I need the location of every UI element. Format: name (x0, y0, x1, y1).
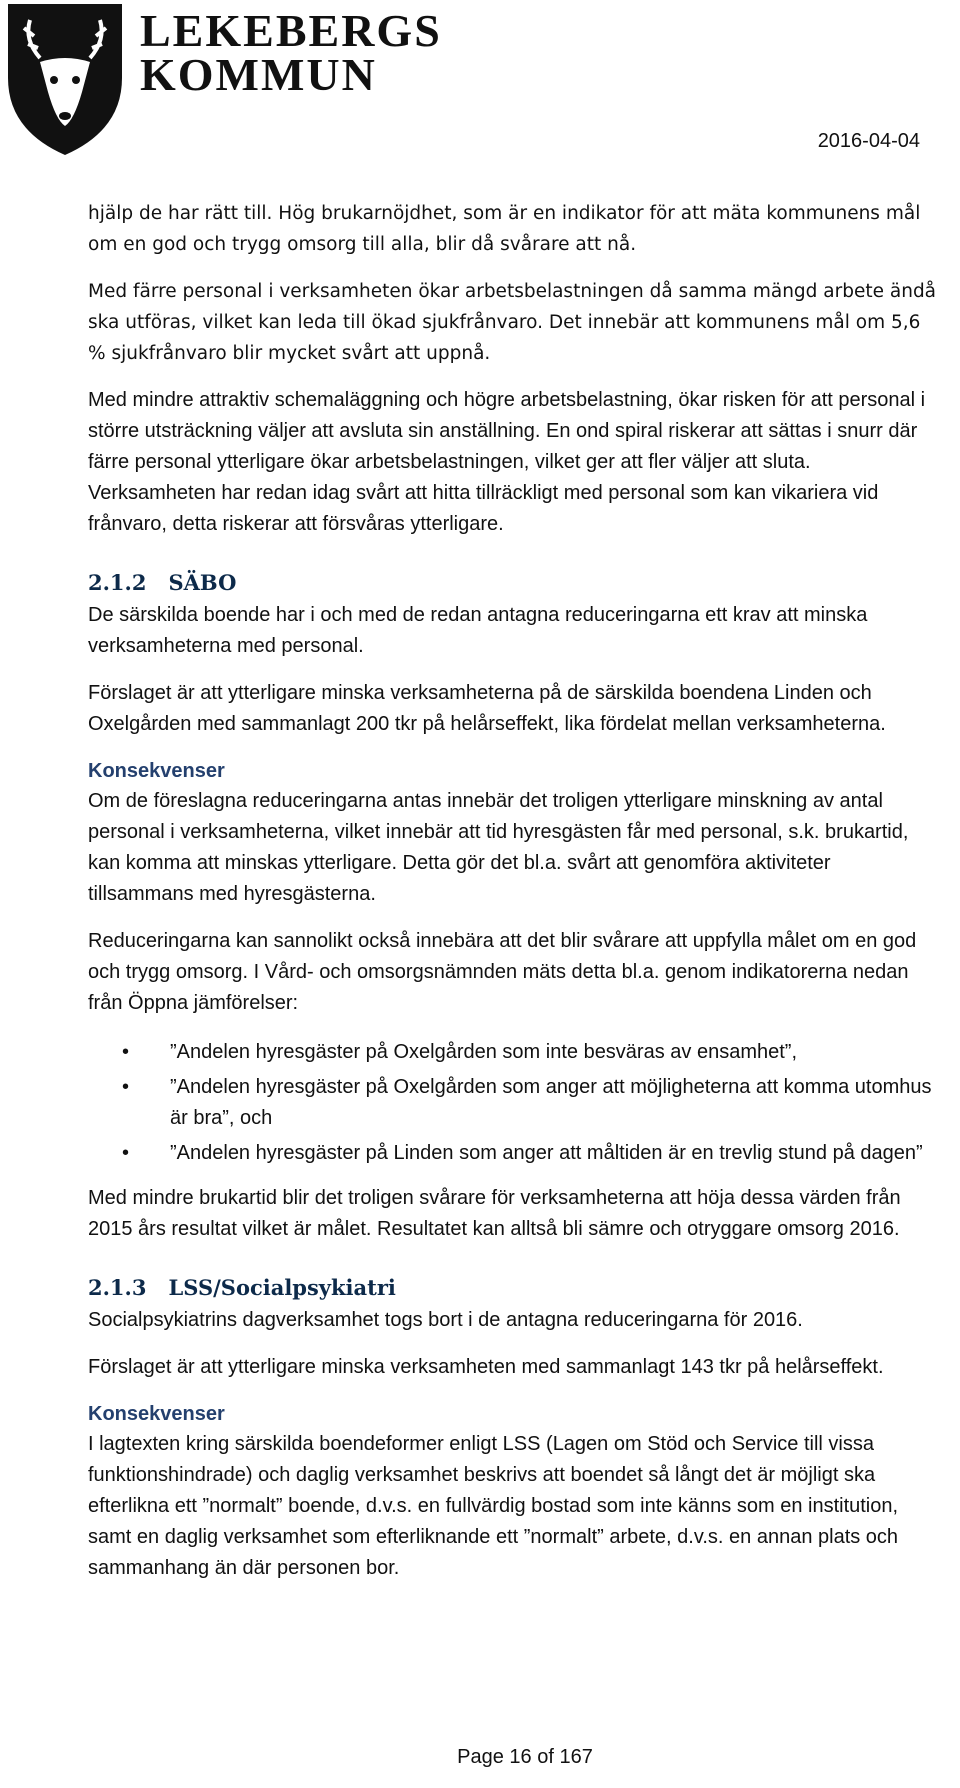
paragraph-lss-consequences: I lagtexten kring särskilda boendeformer enligt LSS (Lagen om Stöd och Service till vissa funktionshindrade) och daglig verksamhet beskrivs att boendet så långt det är möjligt ska efterlikna ett ”normalt” boende, d.v.s. en fullvärdig bostad som inte känns som en institution, samt en daglig verksamhet som efterliknande ett ”normalt” arbete, d.v.s. en annan plats och sammanhang än där personen bor. (88, 1433, 899, 1579)
heading-sabo (88, 568, 938, 598)
paragraph-lss-proposal: Förslaget är att ytterligare minska verksamheten med sammanlagt 143 tkr på helårseffekt. (88, 1356, 884, 1378)
document-date: 2016-04-04 (817, 130, 920, 152)
paragraph-sabo-goal: Reduceringarna kan sannolikt också innebära att det blir svårare att uppfylla målet om en god och trygg omsorg. I Vård- och omsorgsnämnden mäts detta bl.a. genom indikatorerna nedan från Öppna jämförelser: (88, 930, 917, 1014)
paragraph-sabo-consequences: Om de föreslagna reduceringarna antas innebär det troligen ytterligare minskning av antal personal i verksamheterna, vilket innebär att tid hyresgästen får med personal, s.k. brukartid, kan komma att minskas ytterligare. Detta gör det bl.a. svårt att genomföra aktiviteter tillsammans med hyresgästerna. (88, 790, 909, 905)
list-item: • ”Andelen hyresgäster på Linden som anger att måltiden är en trevlig stund på dagen” (88, 1138, 938, 1169)
heading-lss-title: LSS/Socialpsykiatri (168, 1275, 396, 1300)
heading-sabo-number: 2.1.2 (88, 570, 147, 595)
subheading-konsekvenser-1: Konsekvenser (88, 760, 225, 782)
paragraph-sabo-outcome: Med mindre brukartid blir det troligen svårare för verksamheterna att höja dessa värden från 2015 års resultat vilket är målet. Resultatet kan alltså bli sämre och otryggare omsorg 2016. (88, 1187, 901, 1240)
bullet-icon: • (122, 1041, 130, 1063)
municipality-logo (0, 0, 442, 160)
list-item: • ”Andelen hyresgäster på Oxelgården som anger att möjligheterna att komma utomhus är bra”, och (88, 1072, 938, 1134)
logo-text-line2: KOMMUN (140, 49, 377, 100)
page-footer (0, 1746, 960, 1769)
logo-text-line1: LEKEBERGS (140, 5, 442, 56)
indicator-list (88, 1037, 938, 1169)
list-item: • ”Andelen hyresgäster på Oxelgården som inte besväras av ensamhet”, (88, 1037, 938, 1068)
paragraph-sabo-proposal: Förslaget är att ytterligare minska verksamheterna på de särskilda boendena Linden och Oxelgården med sammanlagt 200 tkr på helårseffekt, lika fördelat mellan verksamheterna. (88, 682, 886, 735)
page-number: Page 16 of 167 (457, 1746, 593, 1768)
paragraph-scheduling: Med mindre attraktiv schemaläggning och högre arbetsbelastning, ökar risken för att personal i större utsträckning väljer att avsluta sin anställning. En ond spiral riskerar att sättas i snurr där färre personal ytterligare ökar arbetsbelastningen, vilket ger att fler väljer att sluta. Verksamheten har redan idag svårt att hitta tillräckligt med personal som kan vikariera vid frånvaro, detta riskerar att försvåras ytterligare. (88, 389, 926, 535)
heading-sabo-title: SÄBO (168, 570, 237, 595)
heading-lss (88, 1273, 938, 1303)
paragraph-intro: hjälp de har rätt till. Hög brukarnöjdhet, som är en indikator för att mäta kommunens mål om en god och trygg omsorg till alla, blir då svårare att nå. (88, 203, 921, 255)
paragraph-sickleave: Med färre personal i verksamheten ökar arbetsbelastningen då samma mängd arbete ändå ska utföras, vilket kan leda till ökad sjukfrånvaro. Det innebär att kommunens mål om 5,6 % sjukfrånvaro blir mycket svårt att uppnå. (88, 281, 937, 364)
bullet-icon: • (122, 1142, 130, 1164)
page-content (88, 198, 938, 1600)
coat-of-arms-icon (0, 0, 130, 158)
subheading-konsekvenser-2: Konsekvenser (88, 1403, 225, 1425)
heading-lss-number: 2.1.3 (88, 1275, 147, 1300)
paragraph-sabo-requirement: De särskilda boende har i och med de redan antagna reduceringarna ett krav att minska verksamheterna med personal. (88, 604, 868, 657)
paragraph-lss-removed: Socialpsykiatrins dagverksamhet togs bort i de antagna reduceringarna för 2016. (88, 1309, 803, 1331)
bullet-icon: • (122, 1076, 130, 1098)
